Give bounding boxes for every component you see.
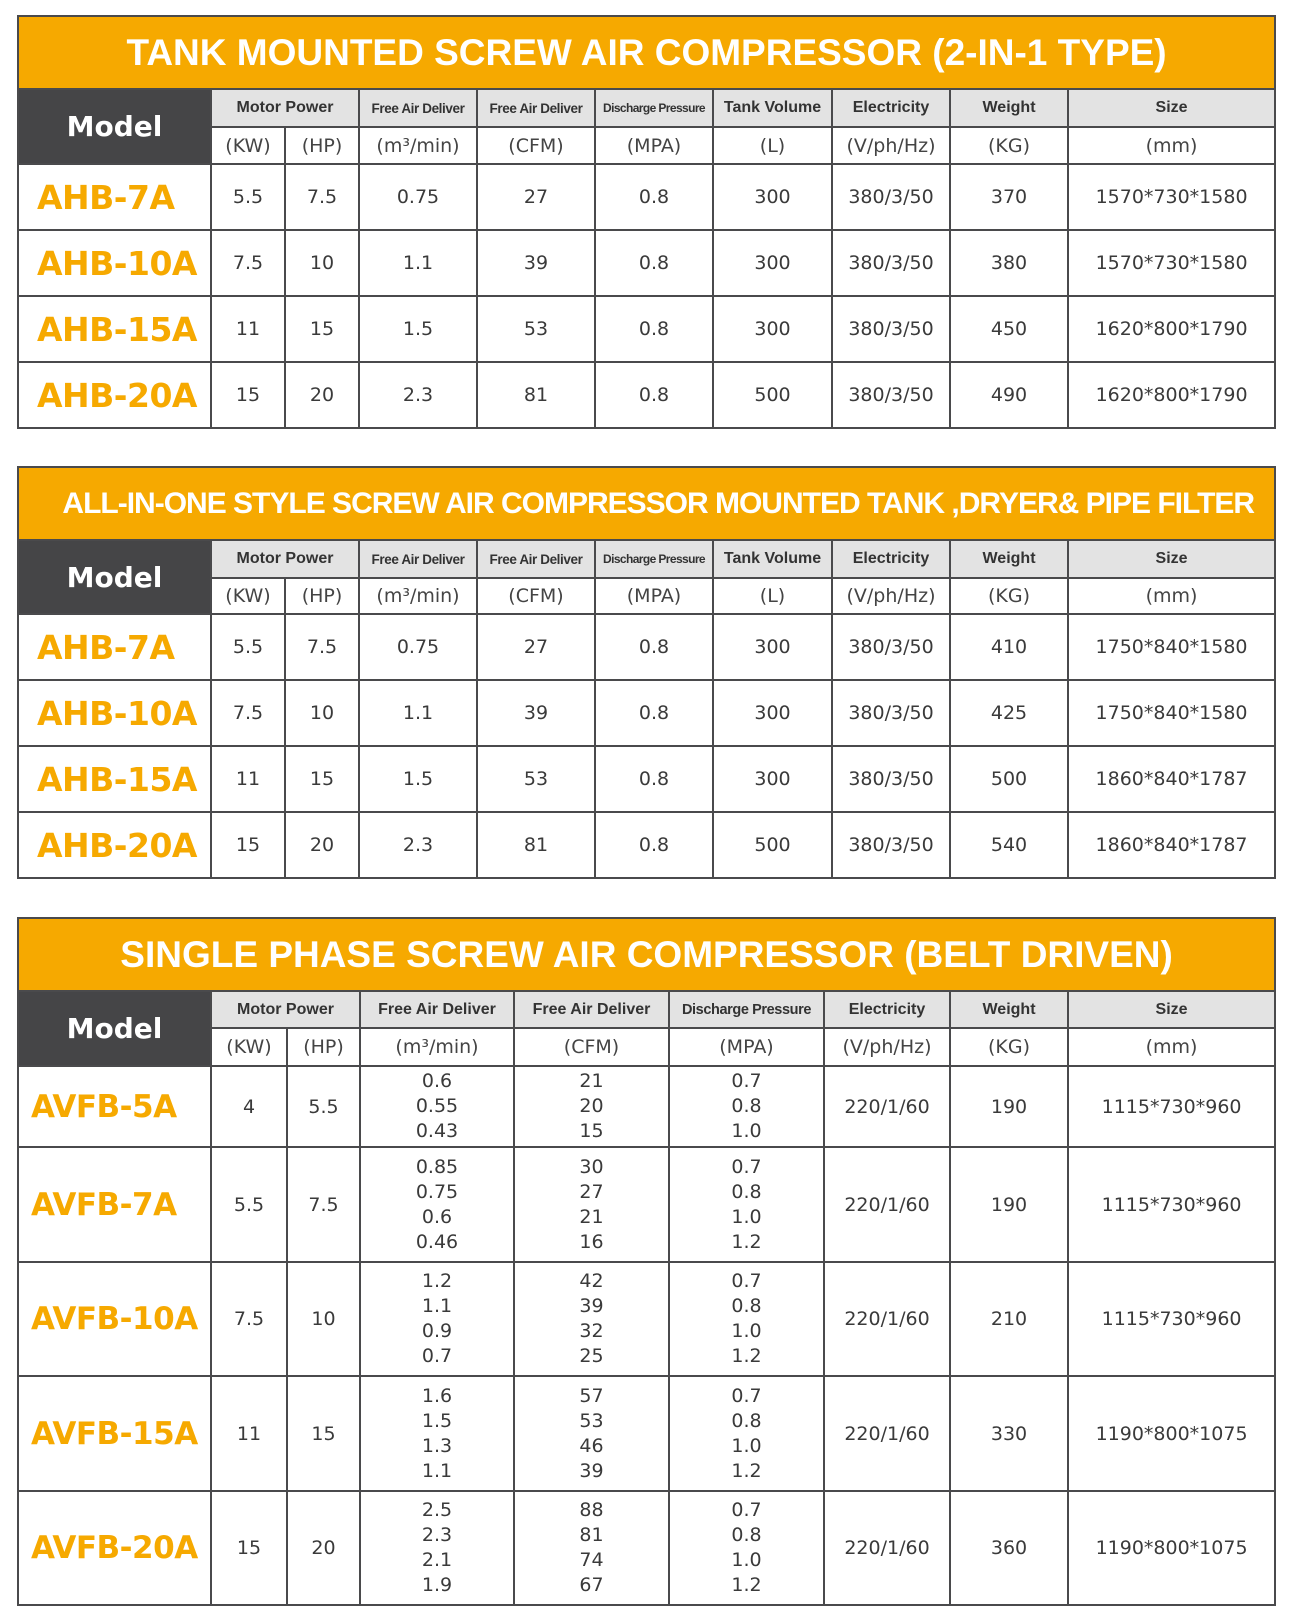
pressure: 0.8 xyxy=(595,680,713,746)
table-row xyxy=(18,680,1275,746)
size: 1860*840*1787 xyxy=(1068,812,1275,878)
motor-kw: 4 xyxy=(211,1066,287,1147)
size: 1620*800*1790 xyxy=(1068,296,1275,362)
electricity: 380/3/50 xyxy=(832,746,950,812)
air-m3 xyxy=(360,1376,514,1491)
air-m3: 0.75 xyxy=(359,614,477,680)
model-name: AHB-7A xyxy=(18,164,211,230)
pressure: 0.8 xyxy=(595,296,713,362)
air-cfm-line: 57 xyxy=(579,1384,604,1407)
unit-kw: (KW) xyxy=(211,127,285,164)
unit-v-ph-hz: (V/ph/Hz) xyxy=(832,578,950,614)
size: 1115*730*960 xyxy=(1068,1147,1275,1262)
weight: 490 xyxy=(950,362,1068,428)
weight-header: Weight xyxy=(950,540,1068,578)
pressure xyxy=(669,1262,824,1376)
model-name: AVFB-5A xyxy=(18,1066,211,1147)
free-air-cfm-header: Free Air Deliver xyxy=(477,89,595,127)
weight: 425 xyxy=(950,680,1068,746)
pressure-line: 1.0 xyxy=(731,1205,762,1228)
pressure-line: 1.0 xyxy=(731,1120,762,1142)
pressure xyxy=(669,1376,824,1491)
tank-volume-header: Tank Volume xyxy=(713,89,832,127)
unit-hp: (HP) xyxy=(287,1028,360,1066)
table-row xyxy=(18,164,1275,230)
pressure-line: 0.8 xyxy=(731,1180,762,1203)
air-m3: 1.1 xyxy=(359,230,477,296)
free-air-cfm-header: Free Air Deliver xyxy=(477,540,595,578)
air-m3-line: 1.1 xyxy=(421,1295,453,1317)
weight: 540 xyxy=(950,812,1068,878)
air-m3: 2.3 xyxy=(359,812,477,878)
size: 1570*730*1580 xyxy=(1068,164,1275,230)
air-m3-line: 0.9 xyxy=(421,1320,453,1342)
air-m3-line: 0.85 xyxy=(415,1155,459,1178)
motor-kw: 7.5 xyxy=(211,680,285,746)
unit-mm: (mm) xyxy=(1068,127,1275,164)
model-name: AHB-10A xyxy=(18,680,211,746)
air-cfm xyxy=(514,1262,669,1376)
size: 1620*800*1790 xyxy=(1068,362,1275,428)
weight-header: Weight xyxy=(950,991,1068,1028)
weight: 380 xyxy=(950,230,1068,296)
unit-kg: (KG) xyxy=(950,578,1068,614)
unit-mpa: (MPA) xyxy=(595,127,713,164)
air-cfm-line: 42 xyxy=(579,1270,604,1292)
size-header: Size xyxy=(1068,89,1275,127)
tank-volume: 300 xyxy=(713,230,832,296)
air-cfm-line: 20 xyxy=(579,1095,604,1117)
tank-mounted-spec-table xyxy=(17,15,1276,429)
motor-hp: 7.5 xyxy=(285,614,359,680)
air-cfm xyxy=(514,1491,669,1605)
tank-volume: 300 xyxy=(713,296,832,362)
electricity: 380/3/50 xyxy=(832,230,950,296)
discharge-pressure-header: Discharge Pressure xyxy=(669,991,824,1028)
air-m3-line: 0.55 xyxy=(415,1095,459,1117)
electricity-header: Electricity xyxy=(824,991,950,1028)
size: 1190*800*1075 xyxy=(1068,1491,1275,1605)
unit-liters: (L) xyxy=(713,578,832,614)
pressure-line: 0.8 xyxy=(731,1295,762,1317)
air-m3 xyxy=(360,1262,514,1376)
pressure-line: 1.2 xyxy=(731,1230,762,1253)
air-m3 xyxy=(360,1491,514,1605)
weight: 500 xyxy=(950,746,1068,812)
motor-hp: 5.5 xyxy=(287,1066,360,1147)
air-cfm: 39 xyxy=(477,680,595,746)
air-cfm xyxy=(514,1066,669,1147)
motor-kw: 11 xyxy=(211,1376,287,1491)
pressure-line: 1.0 xyxy=(731,1434,762,1457)
tank-volume: 300 xyxy=(713,164,832,230)
model-name: AVFB-7A xyxy=(18,1147,211,1262)
weight: 190 xyxy=(950,1147,1068,1262)
pressure-line: 1.2 xyxy=(731,1574,762,1596)
weight: 190 xyxy=(950,1066,1068,1147)
air-cfm: 81 xyxy=(477,812,595,878)
unit-v-ph-hz: (V/ph/Hz) xyxy=(832,127,950,164)
motor-kw: 7.5 xyxy=(211,230,285,296)
table-title: TANK MOUNTED SCREW AIR COMPRESSOR (2-IN-1 TYPE) xyxy=(18,16,1275,89)
pressure-line: 1.2 xyxy=(731,1459,762,1482)
pressure-line: 1.2 xyxy=(731,1345,762,1367)
air-m3: 1.1 xyxy=(359,680,477,746)
table-row xyxy=(18,812,1275,878)
pressure: 0.8 xyxy=(595,746,713,812)
pressure-line: 0.7 xyxy=(731,1155,762,1178)
air-cfm-line: 21 xyxy=(579,1205,604,1228)
model-name: AHB-20A xyxy=(18,362,211,428)
free-air-m3-header: Free Air Deliver xyxy=(359,89,477,127)
air-cfm-line: 21 xyxy=(579,1070,604,1092)
tank-volume: 300 xyxy=(713,614,832,680)
table-row xyxy=(18,746,1275,812)
unit-kw: (KW) xyxy=(211,1028,287,1066)
table-row xyxy=(18,1147,1275,1262)
weight: 330 xyxy=(950,1376,1068,1491)
air-m3-line: 1.2 xyxy=(421,1270,453,1292)
air-cfm-line: 15 xyxy=(579,1120,604,1142)
air-cfm: 27 xyxy=(477,164,595,230)
table-title: ALL-IN-ONE STYLE SCREW AIR COMPRESSOR MOUNTED TANK ,DRYER& PIPE FILTER xyxy=(18,467,1275,540)
air-m3-line: 0.7 xyxy=(421,1345,453,1367)
air-m3: 2.3 xyxy=(359,362,477,428)
pressure: 0.8 xyxy=(595,362,713,428)
motor-hp: 7.5 xyxy=(287,1147,360,1262)
tank-volume: 300 xyxy=(713,746,832,812)
motor-power-header: Motor Power xyxy=(211,991,360,1028)
pressure-line: 0.8 xyxy=(731,1524,762,1546)
table-title: SINGLE PHASE SCREW AIR COMPRESSOR (BELT DRIVEN) xyxy=(18,918,1275,991)
air-m3-line: 2.5 xyxy=(421,1499,453,1521)
model-name: AVFB-20A xyxy=(18,1491,211,1605)
pressure: 0.8 xyxy=(595,164,713,230)
tank-volume: 500 xyxy=(713,812,832,878)
pressure-line: 0.7 xyxy=(731,1384,762,1407)
air-m3-line: 1.3 xyxy=(421,1434,453,1457)
weight-header: Weight xyxy=(950,89,1068,127)
model-column-header: Model xyxy=(18,991,211,1066)
size: 1750*840*1580 xyxy=(1068,680,1275,746)
size: 1115*730*960 xyxy=(1068,1066,1275,1147)
free-air-cfm-header: Free Air Deliver xyxy=(514,991,669,1028)
electricity: 380/3/50 xyxy=(832,296,950,362)
discharge-pressure-header: Discharge Pressure xyxy=(595,540,713,578)
air-m3-line: 2.1 xyxy=(421,1549,453,1571)
air-m3: 1.5 xyxy=(359,746,477,812)
model-column-header: Model xyxy=(18,89,211,164)
size: 1860*840*1787 xyxy=(1068,746,1275,812)
motor-kw: 5.5 xyxy=(211,614,285,680)
electricity: 380/3/50 xyxy=(832,614,950,680)
air-cfm-line: 46 xyxy=(579,1434,604,1457)
motor-hp: 10 xyxy=(285,680,359,746)
tank-volume-header: Tank Volume xyxy=(713,540,832,578)
electricity: 380/3/50 xyxy=(832,362,950,428)
electricity: 220/1/60 xyxy=(824,1147,950,1262)
unit-cfm: (CFM) xyxy=(477,127,595,164)
weight: 370 xyxy=(950,164,1068,230)
pressure-line: 0.8 xyxy=(731,1095,762,1117)
air-cfm-line: 30 xyxy=(579,1155,604,1178)
pressure-line: 0.7 xyxy=(731,1070,762,1092)
motor-power-header: Motor Power xyxy=(211,540,359,578)
air-m3-line: 0.46 xyxy=(415,1230,459,1253)
size-header: Size xyxy=(1068,991,1275,1028)
pressure-line: 0.7 xyxy=(731,1270,762,1292)
air-m3-line: 1.9 xyxy=(421,1574,453,1596)
motor-kw: 5.5 xyxy=(211,1147,287,1262)
unit-kg: (KG) xyxy=(950,127,1068,164)
unit-v-ph-hz: (V/ph/Hz) xyxy=(824,1028,950,1066)
air-m3-line: 1.5 xyxy=(421,1409,453,1432)
pressure xyxy=(669,1147,824,1262)
motor-kw: 5.5 xyxy=(211,164,285,230)
weight: 450 xyxy=(950,296,1068,362)
electricity: 380/3/50 xyxy=(832,680,950,746)
pressure: 0.8 xyxy=(595,230,713,296)
table-row xyxy=(18,614,1275,680)
unit-liters: (L) xyxy=(713,127,832,164)
motor-kw: 15 xyxy=(211,362,285,428)
table-row xyxy=(18,1262,1275,1376)
table-row xyxy=(18,1491,1275,1605)
table-row xyxy=(18,1376,1275,1491)
electricity: 220/1/60 xyxy=(824,1066,950,1147)
model-name: AHB-20A xyxy=(18,812,211,878)
air-cfm-line: 39 xyxy=(579,1459,604,1482)
air-m3-line: 2.3 xyxy=(421,1524,453,1546)
air-m3-line: 0.43 xyxy=(415,1120,459,1142)
unit-mpa: (MPA) xyxy=(669,1028,824,1066)
motor-kw: 15 xyxy=(211,812,285,878)
pressure xyxy=(669,1066,824,1147)
size-header: Size xyxy=(1068,540,1275,578)
unit-m3-min: (m³/min) xyxy=(359,127,477,164)
air-cfm-line: 32 xyxy=(579,1320,604,1342)
unit-mpa: (MPA) xyxy=(595,578,713,614)
tank-volume: 300 xyxy=(713,680,832,746)
size: 1570*730*1580 xyxy=(1068,230,1275,296)
model-name: AHB-15A xyxy=(18,746,211,812)
model-name: AHB-7A xyxy=(18,614,211,680)
unit-m3-min: (m³/min) xyxy=(359,578,477,614)
air-cfm-line: 39 xyxy=(579,1295,604,1317)
air-cfm-line: 16 xyxy=(579,1230,604,1253)
air-cfm-line: 81 xyxy=(579,1524,604,1546)
air-m3-line: 0.75 xyxy=(415,1180,459,1203)
air-cfm-line: 25 xyxy=(579,1345,604,1367)
air-m3 xyxy=(360,1066,514,1147)
model-name: AVFB-10A xyxy=(18,1262,211,1376)
single-phase-spec-table xyxy=(17,917,1276,1606)
free-air-m3-header: Free Air Deliver xyxy=(360,991,514,1028)
air-m3-line: 1.6 xyxy=(421,1384,453,1407)
air-m3: 0.75 xyxy=(359,164,477,230)
air-m3-line: 1.1 xyxy=(421,1459,453,1482)
model-name: AHB-15A xyxy=(18,296,211,362)
motor-power-header: Motor Power xyxy=(211,89,359,127)
motor-kw: 15 xyxy=(211,1491,287,1605)
air-cfm: 27 xyxy=(477,614,595,680)
weight: 360 xyxy=(950,1491,1068,1605)
table-row xyxy=(18,362,1275,428)
tank-volume: 500 xyxy=(713,362,832,428)
air-cfm-line: 74 xyxy=(579,1549,604,1571)
pressure-line: 0.8 xyxy=(731,1409,762,1432)
electricity: 220/1/60 xyxy=(824,1491,950,1605)
air-m3 xyxy=(360,1147,514,1262)
unit-kw: (KW) xyxy=(211,578,285,614)
free-air-m3-header: Free Air Deliver xyxy=(359,540,477,578)
air-m3-line: 0.6 xyxy=(421,1205,453,1228)
pressure: 0.8 xyxy=(595,614,713,680)
electricity-header: Electricity xyxy=(832,89,950,127)
table-row xyxy=(18,296,1275,362)
air-m3: 1.5 xyxy=(359,296,477,362)
motor-hp: 15 xyxy=(287,1376,360,1491)
pressure xyxy=(669,1491,824,1605)
motor-kw: 11 xyxy=(211,746,285,812)
size: 1750*840*1580 xyxy=(1068,614,1275,680)
unit-hp: (HP) xyxy=(285,127,359,164)
motor-hp: 20 xyxy=(287,1491,360,1605)
air-cfm: 53 xyxy=(477,296,595,362)
pressure-line: 0.7 xyxy=(731,1499,762,1521)
pressure: 0.8 xyxy=(595,812,713,878)
pressure-line: 1.0 xyxy=(731,1549,762,1571)
motor-kw: 11 xyxy=(211,296,285,362)
electricity: 220/1/60 xyxy=(824,1262,950,1376)
size: 1115*730*960 xyxy=(1068,1262,1275,1376)
air-cfm-line: 67 xyxy=(579,1574,604,1596)
electricity: 380/3/50 xyxy=(832,812,950,878)
air-cfm: 81 xyxy=(477,362,595,428)
electricity: 220/1/60 xyxy=(824,1376,950,1491)
unit-mm: (mm) xyxy=(1068,578,1275,614)
motor-hp: 20 xyxy=(285,362,359,428)
discharge-pressure-header: Discharge Pressure xyxy=(595,89,713,127)
pressure-line: 1.0 xyxy=(731,1320,762,1342)
motor-hp: 7.5 xyxy=(285,164,359,230)
unit-cfm: (CFM) xyxy=(514,1028,669,1066)
air-cfm-line: 27 xyxy=(579,1180,604,1203)
model-column-header: Model xyxy=(18,540,211,614)
weight: 210 xyxy=(950,1262,1068,1376)
air-cfm xyxy=(514,1376,669,1491)
unit-m3-min: (m³/min) xyxy=(360,1028,514,1066)
motor-hp: 10 xyxy=(287,1262,360,1376)
electricity: 380/3/50 xyxy=(832,164,950,230)
air-cfm: 39 xyxy=(477,230,595,296)
model-name: AHB-10A xyxy=(18,230,211,296)
model-name: AVFB-15A xyxy=(18,1376,211,1491)
air-cfm: 53 xyxy=(477,746,595,812)
unit-hp: (HP) xyxy=(285,578,359,614)
air-m3-line: 0.6 xyxy=(421,1070,453,1092)
motor-hp: 15 xyxy=(285,296,359,362)
size: 1190*800*1075 xyxy=(1068,1376,1275,1491)
weight: 410 xyxy=(950,614,1068,680)
air-cfm xyxy=(514,1147,669,1262)
unit-kg: (KG) xyxy=(950,1028,1068,1066)
motor-kw: 7.5 xyxy=(211,1262,287,1376)
table-row xyxy=(18,230,1275,296)
unit-cfm: (CFM) xyxy=(477,578,595,614)
air-cfm-line: 53 xyxy=(579,1409,604,1432)
unit-mm: (mm) xyxy=(1068,1028,1275,1066)
electricity-header: Electricity xyxy=(832,540,950,578)
all-in-one-spec-table xyxy=(17,466,1276,879)
motor-hp: 20 xyxy=(285,812,359,878)
motor-hp: 10 xyxy=(285,230,359,296)
motor-hp: 15 xyxy=(285,746,359,812)
table-row xyxy=(18,1066,1275,1147)
air-cfm-line: 88 xyxy=(579,1499,604,1521)
